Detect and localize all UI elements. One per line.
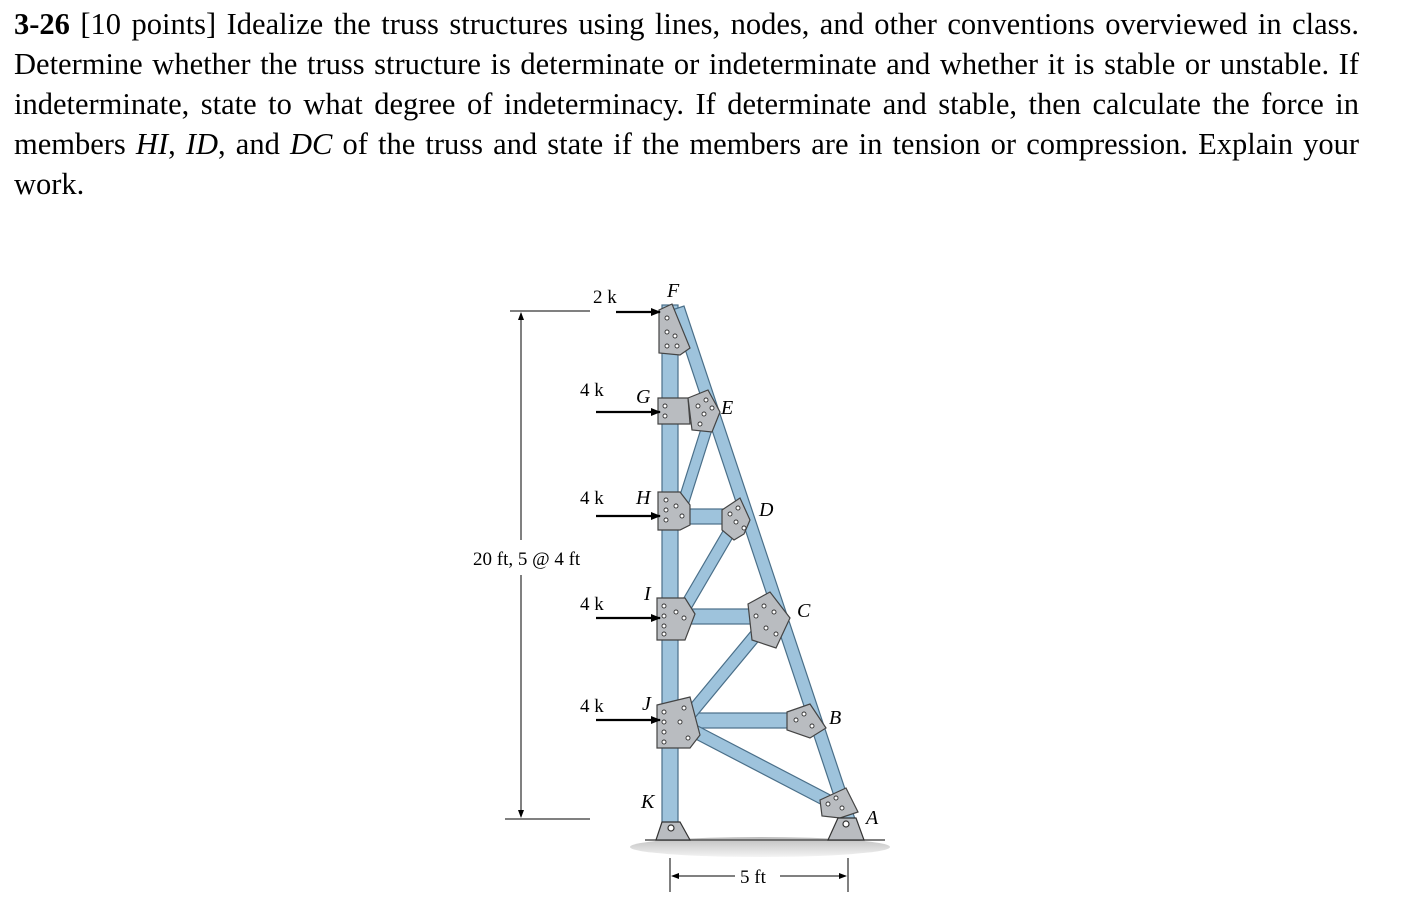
problem-statement [14, 4, 1359, 204]
truss-diagram [460, 270, 900, 900]
support-k [656, 822, 690, 840]
member-id: ID [185, 127, 219, 161]
truss-figure [460, 270, 900, 905]
member-left-column [662, 305, 678, 835]
problem-text-1: Idealize the truss structures using lines, nodes, and other conventions overviewed in class. Determine whether the truss structure is determinate or indeterminate and whether it is stable or unstable. If indeterminate, state to what degree of indeterminacy. If determinate and stable, then calculate the force in members [14, 7, 1359, 161]
problem-points: [10 points] [80, 7, 217, 41]
support-a-pin [843, 821, 849, 827]
load-labels [580, 287, 617, 717]
member-chord-fa [672, 306, 856, 826]
node-label-h: H [636, 487, 651, 509]
support-k-pin [668, 825, 674, 831]
gusset-g [658, 398, 690, 424]
problem-sep-2: , and [218, 127, 290, 161]
load-arrows [596, 312, 660, 720]
node-label-a: A [866, 807, 879, 829]
load-label-f: 2 k [593, 287, 617, 308]
problem-text-2: of the truss and state if the members are in tension or compression. Explain your work. [14, 127, 1359, 201]
problem-sep-1: , [168, 127, 186, 161]
node-label-c: C [797, 600, 811, 622]
member-hi: HI [135, 127, 169, 161]
node-label-e: E [721, 397, 734, 419]
problem-number: 3-26 [14, 7, 70, 41]
supports [656, 818, 864, 840]
node-label-j: J [642, 693, 651, 715]
load-label-h: 4 k [580, 488, 604, 509]
load-label-g: 4 k [580, 380, 604, 401]
load-label-j: 4 k [580, 696, 604, 717]
node-label-i: I [644, 583, 651, 605]
members [662, 305, 856, 835]
node-label-f: F [667, 280, 680, 302]
width-dimension-label: 5 ft [740, 867, 766, 888]
node-label-k: K [641, 791, 655, 813]
load-label-i: 4 k [580, 594, 604, 615]
node-label-b: B [829, 707, 842, 729]
node-label-g: G [636, 386, 651, 408]
member-dc: DC [289, 127, 333, 161]
height-dimension-label: 20 ft, 5 @ 4 ft [473, 549, 581, 570]
node-label-d: D [759, 499, 774, 521]
